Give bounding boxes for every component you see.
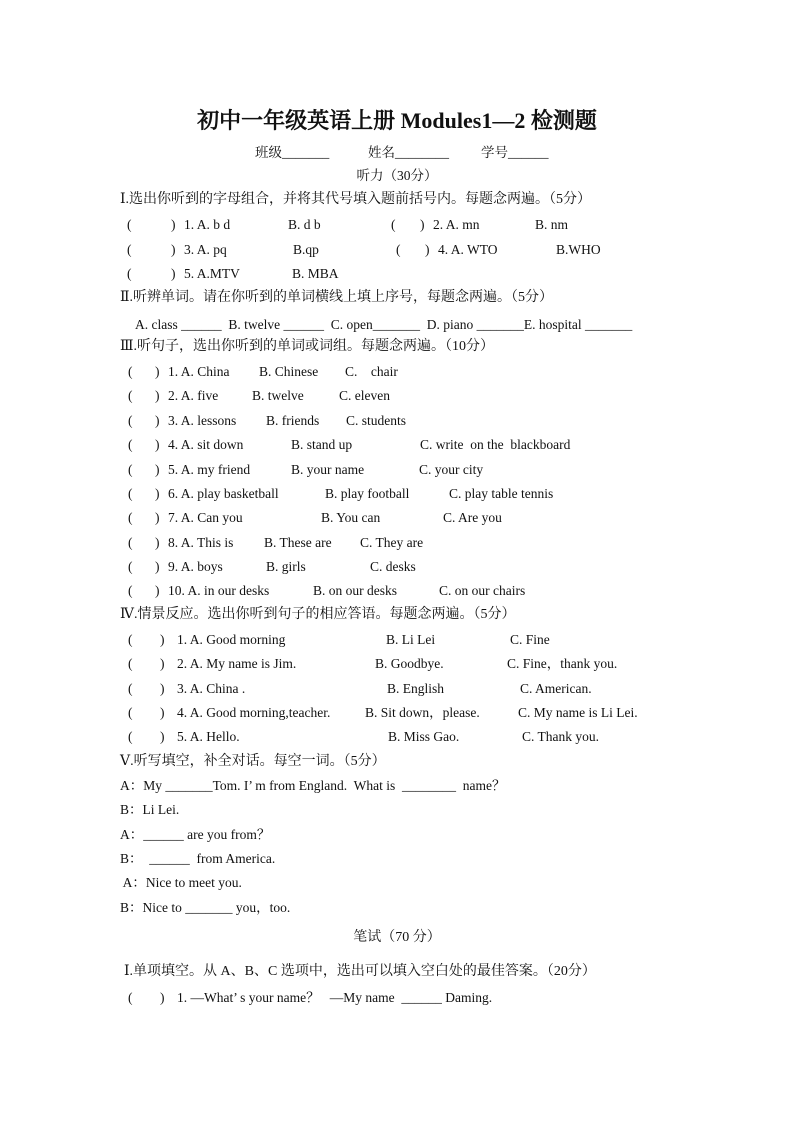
question-option-b: B. twelve — [252, 388, 304, 403]
question-option-b: B. You can — [321, 510, 381, 525]
question-option-b: B. d b — [288, 217, 321, 232]
question-option-a: 3. A. China . — [177, 681, 246, 696]
answer-bracket-close: ) — [155, 462, 160, 477]
answer-bracket-close: ) — [425, 242, 430, 257]
answer-bracket-open[interactable]: ( — [128, 705, 133, 720]
answer-bracket-close: ) — [160, 632, 165, 647]
question-option-a: 5. A. Hello. — [177, 729, 240, 744]
question-option-a: 5. A. my friend — [168, 462, 251, 477]
answer-bracket-close: ) — [155, 559, 160, 574]
question-option-b: B. stand up — [291, 437, 353, 452]
answer-bracket-close: ) — [160, 681, 165, 696]
answer-bracket-open[interactable]: ( — [128, 535, 133, 550]
question-option-c: C. chair — [345, 364, 398, 379]
question-option-c: C. students — [346, 413, 407, 428]
question-option-a: 1. A. China — [168, 364, 230, 379]
answer-bracket-close: ) — [160, 705, 165, 720]
question-option-b: B. friends — [266, 413, 320, 428]
section-heading: Ⅰ.单项填空。从 A、B、C 选项中，选出可以填入空白处的最佳答案。（20分） — [124, 964, 596, 979]
dialogue-line[interactable]: A：______ are you from？ — [120, 827, 271, 842]
answer-bracket-open[interactable]: ( — [128, 656, 133, 671]
question-option-a: 2. A. five — [168, 388, 219, 403]
dialogue-line[interactable]: B：Nice to _______ you，too. — [120, 900, 291, 915]
question-option-c: C. They are — [360, 535, 424, 550]
dialogue-line[interactable]: A：My _______Tom. I’ m from England. What is ________ name？ — [120, 778, 506, 793]
section-heading: Ⅳ.情景反应。选出你听到句子的相应答语。每题念两遍。（5分） — [120, 607, 516, 622]
question-option-a: 7. A. Can you — [168, 510, 243, 525]
answer-bracket-close: ) — [155, 535, 160, 550]
question-option-a: 4. A. sit down — [168, 437, 244, 452]
question-option-c: C. eleven — [339, 388, 390, 403]
word-fill-line[interactable]: A. class ______ B. twelve ______ C. open_______ D. piano _______E. hospital _______ — [135, 317, 633, 332]
question-option-b: B. your name — [291, 462, 365, 477]
answer-bracket-open[interactable]: ( — [128, 413, 133, 428]
answer-bracket-open[interactable]: ( — [128, 364, 133, 379]
answer-bracket-open[interactable]: ( — [128, 559, 133, 574]
question-option-a: 3. A. pq — [184, 242, 227, 257]
answer-bracket-close: ) — [171, 217, 176, 232]
question-option-c: C. My name is Li Lei. — [518, 705, 638, 720]
question-option-c: C. Thank you. — [522, 729, 599, 744]
answer-bracket-close: ) — [155, 388, 160, 403]
answer-bracket-open[interactable]: ( — [128, 729, 133, 744]
answer-bracket-close: ) — [155, 364, 160, 379]
answer-bracket-close: ) — [171, 266, 176, 281]
dialogue-line[interactable]: B：Li Lei. — [120, 802, 180, 817]
question-option-a: 3. A. lessons — [168, 413, 237, 428]
answer-bracket-close: ) — [155, 510, 160, 525]
question-option-b: B. play football — [325, 486, 410, 501]
answer-bracket-close: ) — [155, 437, 160, 452]
dialogue-line[interactable]: B： ______ from America. — [120, 851, 276, 866]
answer-bracket-close: ) — [160, 990, 165, 1005]
answer-bracket-open[interactable]: ( — [128, 632, 133, 647]
question-option-a: 6. A. play basketball — [168, 486, 279, 501]
answer-bracket-open[interactable]: ( — [128, 681, 133, 696]
question-option-a: 10. A. in our desks — [168, 583, 270, 598]
question-option-b: B. Goodbye. — [375, 656, 444, 671]
question-option-a: 9. A. boys — [168, 559, 223, 574]
question-option-b: B. on our desks — [313, 583, 397, 598]
question-option-a: 4. A. Good morning,teacher. — [177, 705, 331, 720]
question-option-b: B. Li Lei — [386, 632, 436, 647]
question-option-c: C. play table tennis — [449, 486, 554, 501]
question-option-b: B. girls — [266, 559, 306, 574]
answer-bracket-open[interactable]: ( — [127, 266, 132, 281]
answer-bracket-open[interactable]: ( — [128, 990, 133, 1005]
written-section-header: 笔试（70 分） — [353, 930, 441, 945]
question-option-b: B. Miss Gao. — [388, 729, 460, 744]
question-option-b: B. English — [387, 681, 445, 696]
question-option-a: 4. A. WTO — [438, 242, 498, 257]
question-option-a: 2. A. My name is Jim. — [177, 656, 297, 671]
answer-bracket-open[interactable]: ( — [128, 462, 133, 477]
question-option-b: B.qp — [293, 242, 319, 257]
answer-bracket-open[interactable]: ( — [127, 242, 132, 257]
question-option-c: C. Fine — [510, 632, 550, 647]
question-option-a: 2. A. mn — [433, 217, 480, 232]
question-text: 1. —What’ s your name？ —My name ______ Daming. — [177, 990, 493, 1005]
answer-bracket-open[interactable]: ( — [128, 437, 133, 452]
name-field[interactable]: 姓名________ — [368, 145, 449, 160]
question-option-c: C. your city — [419, 462, 484, 477]
question-option-c: C. Fine，thank you. — [507, 656, 618, 671]
section-heading: Ⅲ.听句子，选出你听到的单词或词组。每题念两遍。（10分） — [120, 339, 494, 354]
question-option-a: 1. A. b d — [184, 217, 231, 232]
student-number-field[interactable]: 学号______ — [481, 145, 549, 160]
answer-bracket-close: ) — [171, 242, 176, 257]
section-heading: Ⅰ.选出你听到的字母组合，并将其代号填入题前括号内。每题念两遍。（5分） — [120, 192, 592, 207]
question-option-b: B.WHO — [556, 242, 601, 257]
answer-bracket-close: ) — [420, 217, 425, 232]
answer-bracket-close: ) — [155, 413, 160, 428]
listening-section-header: 听力（30分） — [356, 168, 438, 183]
section-heading: Ⅴ.听写填空，补全对话。每空一词。（5分） — [120, 754, 386, 769]
answer-bracket-close: ) — [160, 729, 165, 744]
answer-bracket-open[interactable]: ( — [128, 583, 133, 598]
answer-bracket-open[interactable]: ( — [391, 217, 396, 232]
question-option-a: 8. A. This is — [168, 535, 234, 550]
answer-bracket-open[interactable]: ( — [127, 217, 132, 232]
answer-bracket-open[interactable]: ( — [128, 388, 133, 403]
class-field[interactable]: 班级_______ — [255, 145, 330, 160]
answer-bracket-close: ) — [155, 486, 160, 501]
question-option-c: C. American. — [520, 681, 592, 696]
answer-bracket-open[interactable]: ( — [128, 486, 133, 501]
answer-bracket-open[interactable]: ( — [128, 510, 133, 525]
answer-bracket-open[interactable]: ( — [396, 242, 401, 257]
question-option-c: C. desks — [370, 559, 416, 574]
section-heading: Ⅱ.听辨单词。请在你听到的单词横线上填上序号，每题念两遍。（5分） — [120, 290, 554, 305]
question-option-b: B. Sit down，please. — [365, 705, 480, 720]
question-option-b: B. These are — [264, 535, 332, 550]
answer-bracket-close: ) — [160, 656, 165, 671]
question-option-b: B. MBA — [292, 266, 339, 281]
question-option-c: C. Are you — [443, 510, 502, 525]
question-option-b: B. Chinese — [259, 364, 319, 379]
question-option-a: 5. A.MTV — [184, 266, 240, 281]
question-option-c: C. on our chairs — [439, 583, 526, 598]
question-option-b: B. nm — [535, 217, 569, 232]
question-option-c: C. write on the blackboard — [420, 437, 571, 452]
question-option-a: 1. A. Good morning — [177, 632, 286, 647]
dialogue-line[interactable]: A：Nice to meet you. — [120, 875, 242, 890]
page-title: 初中一年级英语上册 Modules1—2 检测题 — [197, 108, 597, 133]
answer-bracket-close: ) — [155, 583, 160, 598]
